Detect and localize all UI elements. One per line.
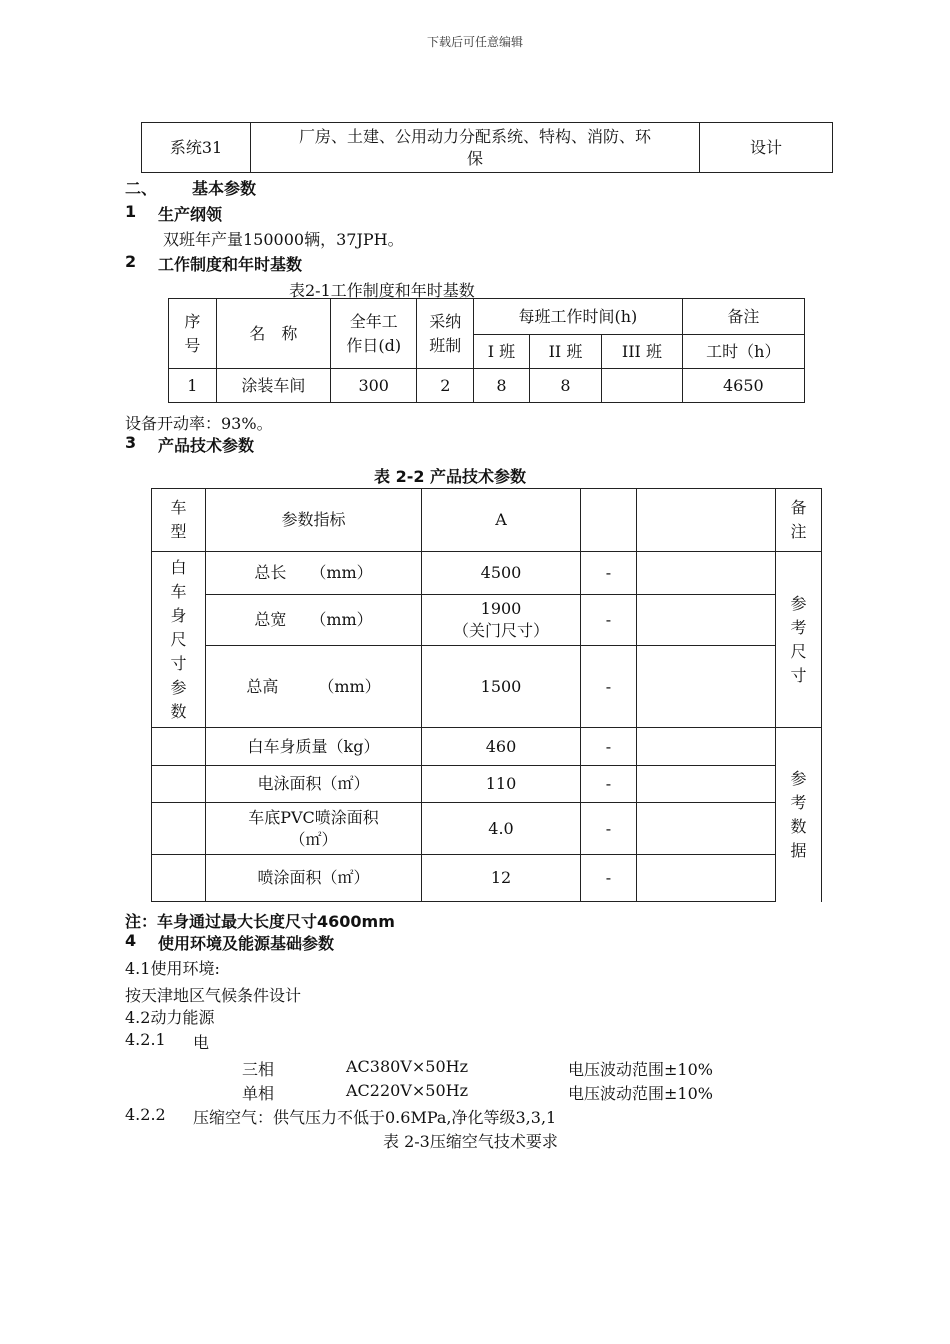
t1-h-shift-time: 每班工作时间(h) — [474, 299, 683, 335]
t1-h-name: 名 称 — [216, 299, 330, 369]
t2-empty-spray — [637, 855, 776, 902]
t2-param-ed: 电泳面积（㎡） — [206, 766, 422, 803]
t2-h-empty-1 — [581, 489, 637, 552]
p41-heading: 4.1使用环境: — [125, 959, 220, 978]
t1-h-hours: 工时（h） — [682, 335, 804, 369]
util-rate: 设备开动率：93%。 — [125, 414, 273, 433]
t2-param-pvc: 车底PVC喷涂面积 （㎡） — [206, 803, 422, 855]
t2-type-empty-pvc — [152, 803, 206, 855]
t2-empty-ed — [637, 766, 776, 803]
power-range-1: 电压波动范围±10% — [568, 1084, 713, 1103]
t1-h-s3: III 班 — [602, 335, 682, 369]
table-row — [152, 766, 822, 803]
table-row — [152, 646, 822, 728]
note-max-length: 注：车身通过最大长度尺寸4600mm — [125, 912, 395, 931]
t2-type-empty-ed — [152, 766, 206, 803]
s2-title: 工作制度和年时基数 — [158, 255, 303, 274]
t2-dash-pvc: - — [581, 803, 637, 855]
table3-caption: 表 2-3压缩空气技术要求 — [383, 1132, 558, 1151]
t2-a-pvc: 4.0 — [422, 803, 581, 855]
t2-group-body-dims: 白 车 身 尺 寸 参 数 — [152, 552, 206, 728]
t2-dash-length: - — [581, 552, 637, 595]
t1-h-s2: II 班 — [529, 335, 601, 369]
t1-cell-days: 300 — [330, 369, 417, 403]
s1-title: 生产纲领 — [158, 205, 223, 224]
t1-cell-name: 涂装车间 — [216, 369, 330, 403]
table-row — [152, 728, 822, 766]
t1-cell-seq: 1 — [169, 369, 217, 403]
p421-number: 4.2.1 — [125, 1030, 166, 1049]
power-range-3: 电压波动范围±10% — [568, 1060, 713, 1079]
s2-number: 2 — [125, 252, 137, 271]
section-2-title: 基本参数 — [192, 179, 257, 198]
system-type-cell: 设计 — [700, 123, 833, 173]
s4-number: 4 — [125, 931, 137, 950]
system-id-cell: 系统31 — [142, 123, 251, 173]
t2-param-mass: 白车身质量（kg） — [206, 728, 422, 766]
system-scope-line-2: 保 — [466, 148, 483, 168]
t2-param-width: 总宽 （mm） — [206, 595, 422, 646]
t1-cell-s3 — [602, 369, 682, 403]
t2-h-param: 参数指标 — [206, 489, 422, 552]
table-row — [152, 855, 822, 902]
power-spec-1: AC220V×50Hz — [346, 1081, 469, 1100]
work-schedule-table — [168, 298, 805, 403]
t2-dash-ed: - — [581, 766, 637, 803]
t2-empty-length — [637, 552, 776, 595]
t2-note-ref-dims: 参 考 尺 寸 — [776, 552, 822, 728]
table-row — [169, 369, 805, 403]
t2-h-note: 备 注 — [776, 489, 822, 552]
table1-caption: 表2-1工作制度和年时基数 — [289, 281, 475, 300]
section-2-number: 二、 — [125, 179, 158, 198]
s1-number: 1 — [125, 202, 137, 221]
t2-empty-pvc — [637, 803, 776, 855]
t2-a-spray: 12 — [422, 855, 581, 902]
t1-h-seq: 序 号 — [169, 299, 217, 369]
t2-dash-width: - — [581, 595, 637, 646]
page-header: 下载后可任意编辑 — [426, 35, 523, 49]
t1-h-shift: 采纳 班制 — [417, 299, 474, 369]
t1-h-s1: I 班 — [474, 335, 530, 369]
table-row — [152, 552, 822, 595]
table2-caption: 表 2-2 产品技术参数 — [374, 467, 527, 486]
product-params-table — [151, 488, 822, 902]
t2-empty-height — [637, 646, 776, 728]
t2-param-height: 总高 （mm） — [206, 646, 422, 728]
t1-cell-s1: 8 — [474, 369, 530, 403]
t1-cell-hours: 4650 — [682, 369, 804, 403]
t1-h-days: 全年工 作日(d) — [330, 299, 417, 369]
t2-a-ed: 110 — [422, 766, 581, 803]
t1-h-note: 备注 — [682, 299, 804, 335]
system-scope-cell — [251, 123, 700, 173]
t2-h-empty-2 — [637, 489, 776, 552]
p422-number: 4.2.2 — [125, 1105, 166, 1124]
system-scope-line-1: 厂房、土建、公用动力分配系统、特构、消防、环 — [298, 126, 651, 146]
t2-a-height: 1500 — [422, 646, 581, 728]
t2-a-length: 4500 — [422, 552, 581, 595]
power-spec-3: AC380V×50Hz — [346, 1057, 469, 1076]
s3-number: 3 — [125, 433, 137, 452]
t1-cell-shift: 2 — [417, 369, 474, 403]
p41-text: 按天津地区气候条件设计 — [125, 986, 302, 1005]
t2-h-a: A — [422, 489, 581, 552]
s3-title: 产品技术参数 — [158, 436, 255, 455]
t1-cell-s2: 8 — [529, 369, 601, 403]
t2-type-empty-mass — [152, 728, 206, 766]
t2-dash-spray: - — [581, 855, 637, 902]
s1-text: 双班年产量150000辆，37JPH。 — [163, 230, 404, 249]
t2-empty-width — [637, 595, 776, 646]
system-row-table — [141, 122, 833, 173]
power-phase-3: 三相 — [242, 1060, 275, 1079]
s4-title: 使用环境及能源基础参数 — [158, 934, 335, 953]
t2-empty-mass — [637, 728, 776, 766]
p421-title: 电 — [193, 1033, 210, 1052]
t2-type-empty-spray — [152, 855, 206, 902]
t2-dash-mass: - — [581, 728, 637, 766]
t2-note-ref-data: 参 考 数 据 — [776, 728, 822, 902]
t2-h-type: 车 型 — [152, 489, 206, 552]
p42-heading: 4.2动力能源 — [125, 1008, 215, 1027]
t2-a-mass: 460 — [422, 728, 581, 766]
table-row — [152, 595, 822, 646]
t2-param-spray: 喷涂面积（㎡） — [206, 855, 422, 902]
t2-a-width: 1900 （关门尺寸） — [422, 595, 581, 646]
table-row — [152, 803, 822, 855]
power-phase-1: 单相 — [242, 1084, 275, 1103]
t2-param-length: 总长 （mm） — [206, 552, 422, 595]
t2-dash-height: - — [581, 646, 637, 728]
p422-text: 压缩空气：供气压力不低于0.6MPa,净化等级3,3,1 — [193, 1108, 557, 1127]
